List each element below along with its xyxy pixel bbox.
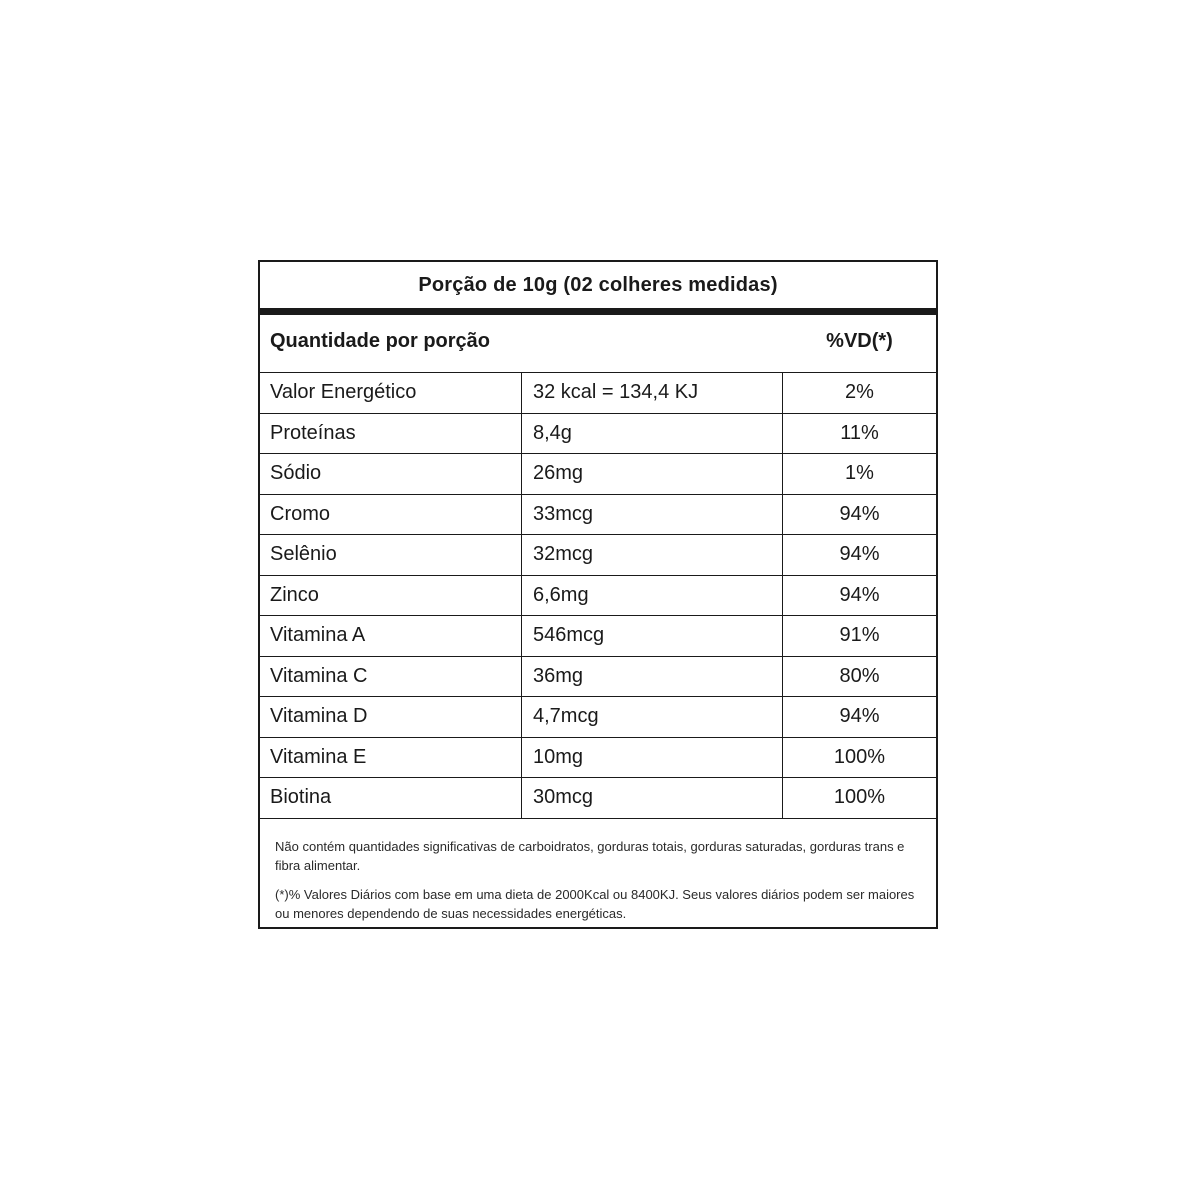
portion-title: Porção de 10g (02 colheres medidas) (418, 273, 778, 296)
nutrient-daily-value: 80% (839, 664, 880, 687)
nutrient-daily-value: 100% (833, 786, 886, 809)
table-row (260, 576, 936, 617)
thick-divider (260, 308, 936, 315)
table-row (260, 697, 936, 738)
nutrient-name: Vitamina C (260, 657, 522, 697)
nutrient-amount: 32 kcal = 134,4 KJ (522, 373, 783, 413)
footnotes (275, 837, 925, 933)
nutrient-amount: 32mcg (522, 535, 783, 575)
nutrient-amount: 36mg (522, 657, 783, 697)
nutrient-name: Vitamina A (260, 616, 522, 656)
nutrient-daily-value: 11% (840, 421, 879, 444)
nutrient-name: Sódio (260, 454, 522, 494)
nutrient-amount: 546mcg (522, 616, 783, 656)
nutrient-amount: 26mg (522, 454, 783, 494)
table-row (260, 454, 936, 495)
nutrient-name: Vitamina D (260, 697, 522, 737)
daily-value-header: %VD(*) (826, 330, 893, 352)
column-header-row (260, 315, 936, 373)
table-row (260, 738, 936, 779)
nutrient-name: Vitamina E (260, 738, 522, 778)
nutrient-amount: 8,4g (522, 414, 783, 454)
table-row (260, 373, 936, 414)
table-row (260, 414, 936, 455)
nutrient-daily-value: 91% (839, 624, 880, 647)
nutrient-daily-value: 94% (839, 583, 880, 606)
nutrient-amount: 30mcg (522, 778, 783, 818)
table-row (260, 657, 936, 698)
footnote-not-significant: Não contém quantidades significativas de carboidratos, gorduras totais, gorduras saturadas, gorduras trans e fibra alimentar. (275, 839, 905, 873)
nutrient-name: Biotina (260, 778, 522, 818)
quantity-per-portion-label: Quantidade por porção (270, 330, 491, 352)
nutrient-amount: 4,7mcg (522, 697, 783, 737)
nutrient-daily-value: 94% (839, 705, 880, 728)
table-row (260, 616, 936, 657)
nutrient-daily-value: 94% (839, 502, 880, 525)
footnote-daily-values: (*)% Valores Diários com base em uma dieta de 2000Kcal ou 8400KJ. Seus valores diários podem ser maiores ou menores dependendo de suas necessidades energéticas. (275, 887, 915, 921)
nutrient-name: Cromo (260, 495, 522, 535)
nutrient-daily-value: 94% (839, 543, 880, 566)
nutrient-amount: 10mg (522, 738, 783, 778)
nutrient-daily-value: 100% (833, 745, 886, 768)
table-row (260, 778, 936, 819)
table-row (260, 535, 936, 576)
nutrient-rows (260, 373, 936, 819)
nutrient-name: Valor Energético (260, 373, 522, 413)
nutrient-name: Proteínas (260, 414, 522, 454)
nutrient-daily-value: 2% (845, 381, 874, 404)
nutrient-amount: 6,6mg (522, 576, 783, 616)
nutrient-name: Zinco (260, 576, 522, 616)
table-row (260, 495, 936, 536)
nutrient-amount: 33mcg (522, 495, 783, 535)
nutrient-daily-value: 1% (845, 462, 874, 485)
nutrition-facts-table (258, 260, 938, 929)
nutrient-name: Selênio (260, 535, 522, 575)
